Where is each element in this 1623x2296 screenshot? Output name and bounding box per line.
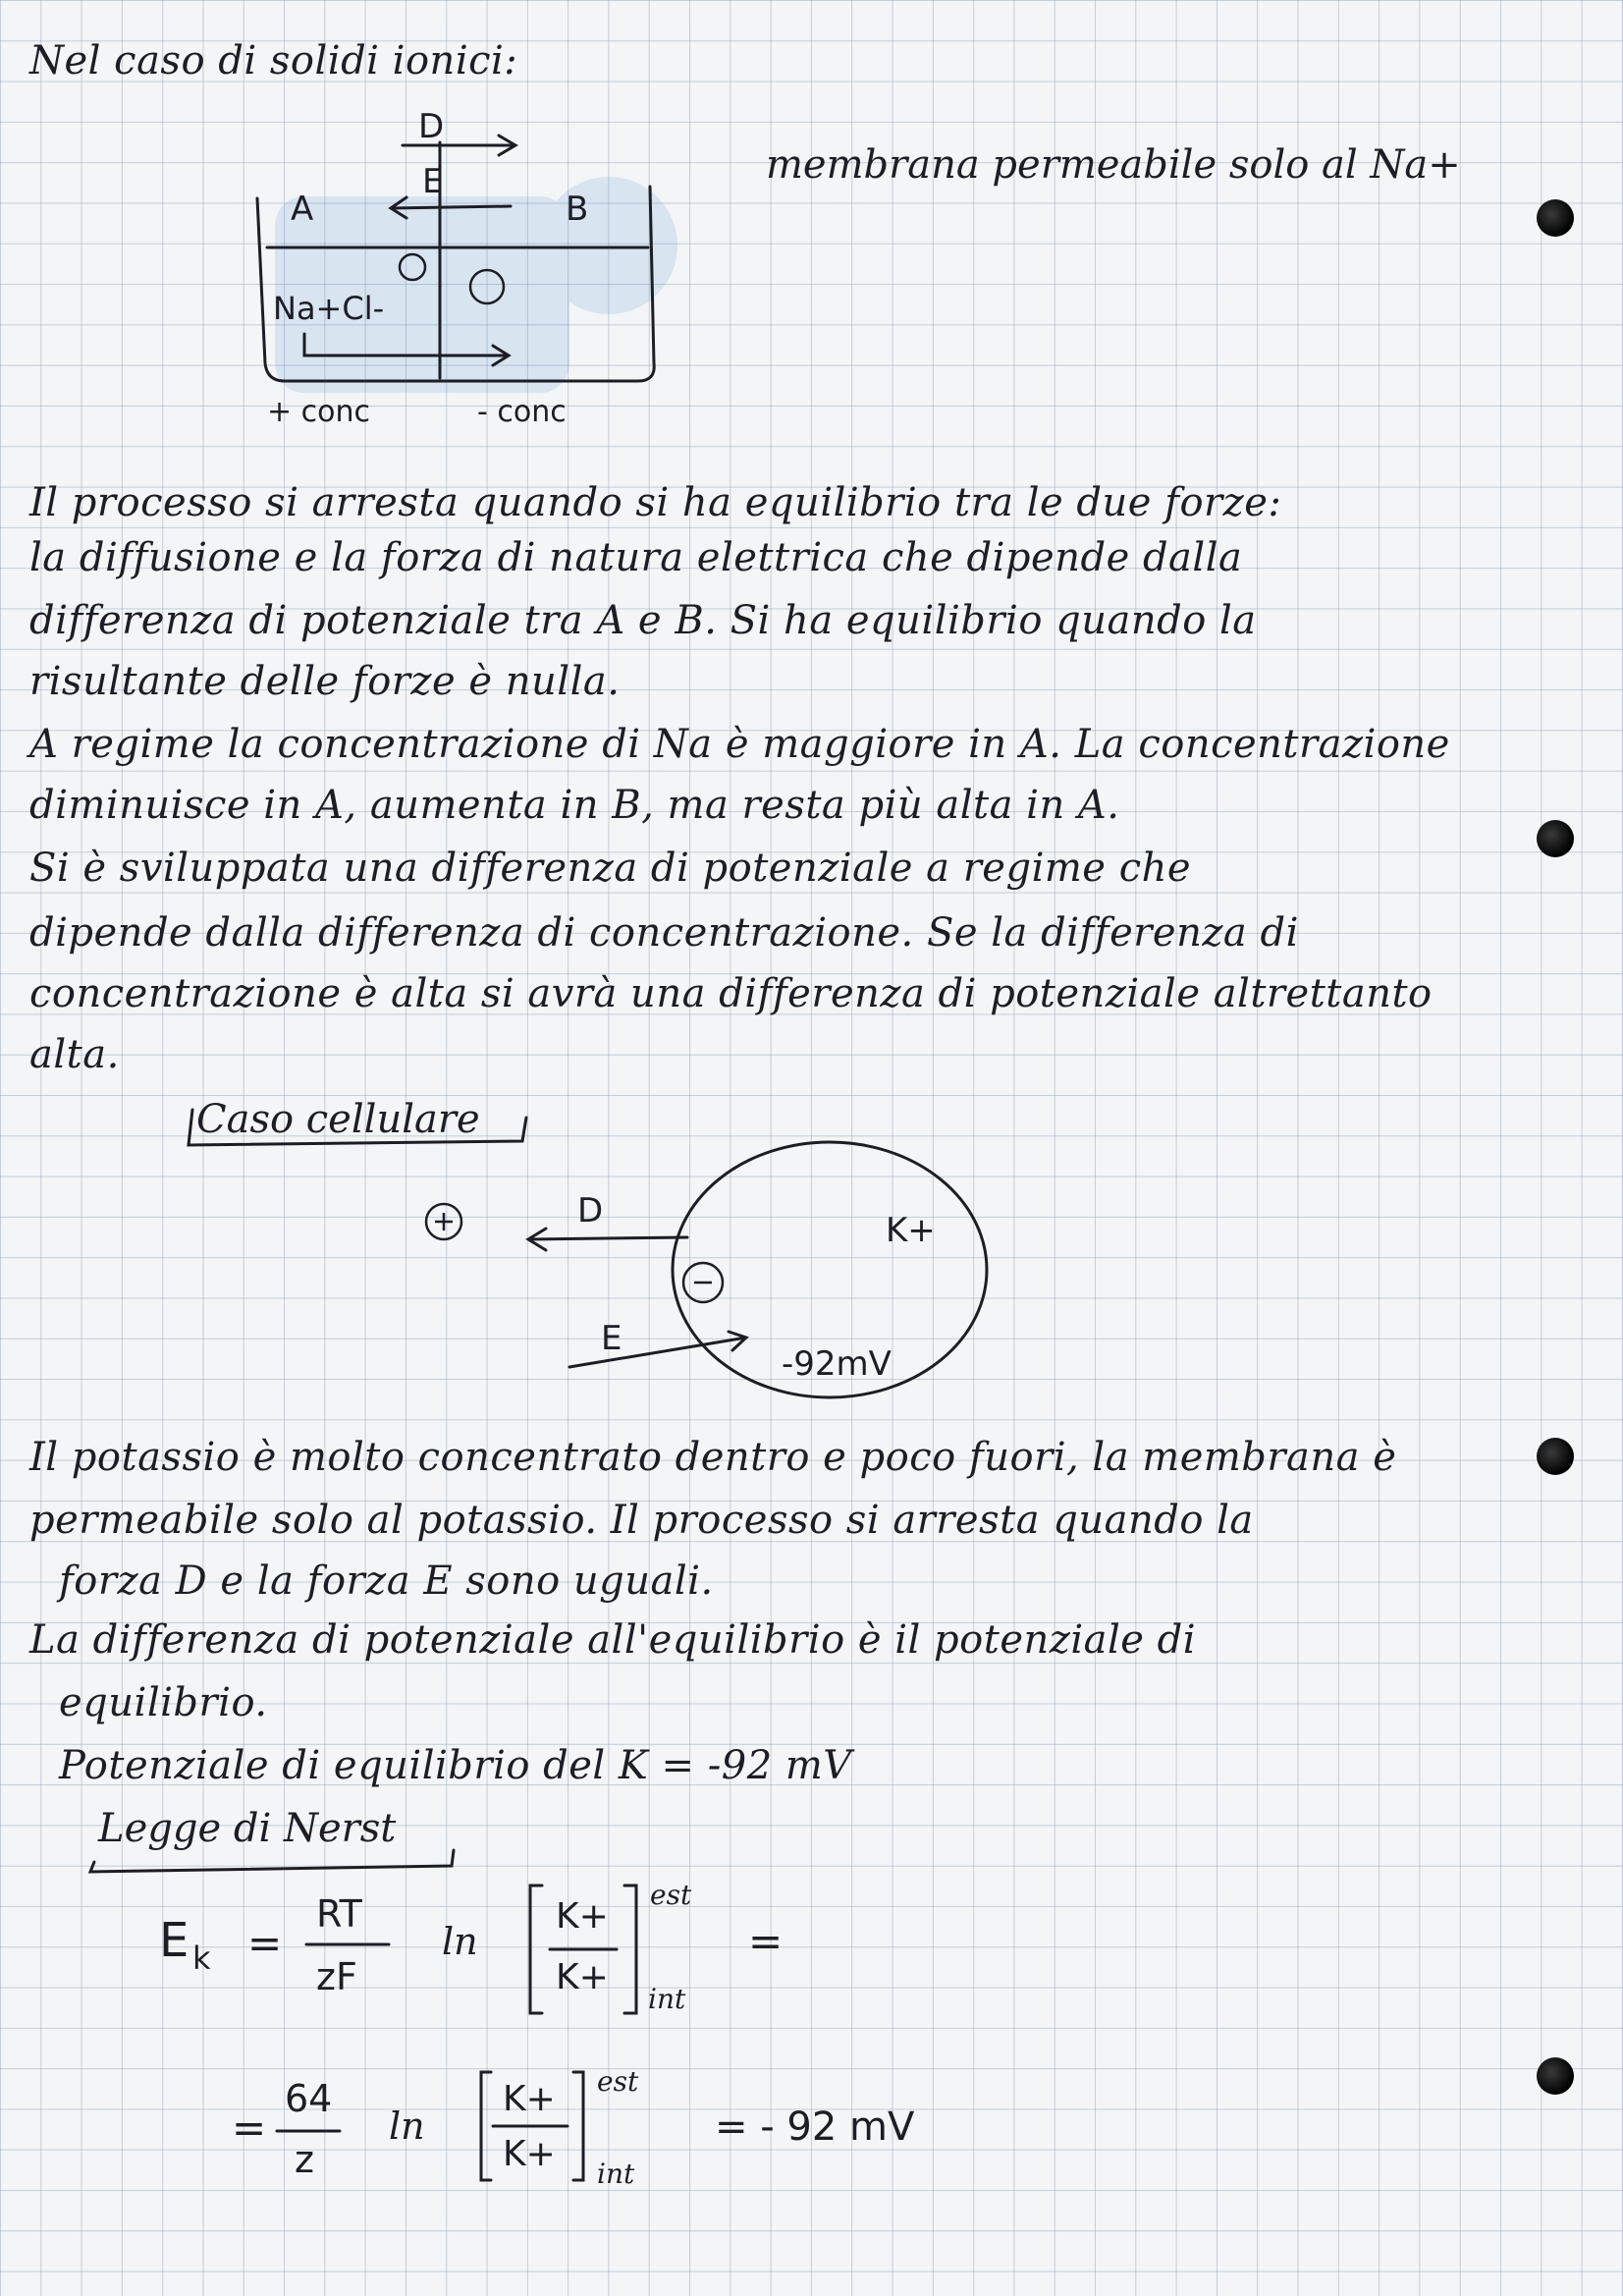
text-line: La differenza di potenziale all'equilibrio è il potenziale di xyxy=(29,1617,1197,1663)
compartment-a-label: A xyxy=(291,190,314,229)
arrow-d-label: D xyxy=(418,107,445,146)
cell-potential-label: -92mV xyxy=(782,1344,892,1384)
bracket-right-2 xyxy=(573,2072,583,2180)
bracket-left-2 xyxy=(481,2072,491,2180)
text-line: Il potassio è molto concentrato dentro e poco fuori, la membrana è xyxy=(29,1435,1397,1480)
nernst-eq-1: = xyxy=(247,1919,283,1967)
nernst-sub-1: int xyxy=(648,1983,686,2015)
nernst-bracket-den-1: K+ xyxy=(556,1957,609,1997)
nernst-den-2: z xyxy=(295,2138,314,2181)
text-line: equilibrio. xyxy=(59,1680,268,1725)
nernst-num-2: 64 xyxy=(285,2077,333,2120)
text-line: Si è sviluppata una differenza di potenziale a regime che xyxy=(29,846,1192,891)
text-line: Potenziale di equilibrio del K = -92 mV xyxy=(59,1743,852,1788)
text-line: la diffusione e la forza di natura elettrica che dipende dalla xyxy=(29,535,1243,580)
nernst-sup-2: est xyxy=(597,2065,639,2098)
text-line: A regime la concentrazione di Na è maggiore in A. La concentrazione xyxy=(29,722,1450,767)
page-heading: Nel caso di solidi ionici: xyxy=(29,38,518,83)
nernst-trail-1: = xyxy=(748,1917,784,1965)
nernst-lhs: E xyxy=(159,1913,189,1968)
text-line: alta. xyxy=(29,1032,120,1077)
nernst-ln-1: ln xyxy=(442,1920,478,1963)
nernst-sub-2: int xyxy=(597,2158,635,2190)
cell-ion-label: K+ xyxy=(886,1211,936,1250)
nernst-bracket-den-2: K+ xyxy=(503,2134,556,2174)
cell-arrow-e-label: E xyxy=(601,1319,622,1358)
nernst-result-2: = - 92 mV xyxy=(715,2105,915,2150)
nernst-eq-2: = xyxy=(232,2104,267,2152)
text-line: concentrazione è alta si avrà una differenza di potenziale altrettanto xyxy=(29,971,1433,1016)
nernst-num-1: RT xyxy=(316,1892,362,1936)
arrow-e-label: E xyxy=(422,162,444,201)
bracket-left-1 xyxy=(530,1886,542,2013)
cell-section-title: Caso cellulare xyxy=(196,1097,480,1142)
nernst-sup-1: est xyxy=(650,1879,692,1911)
nernst-title-underline xyxy=(90,1850,454,1872)
right-concentration: - conc xyxy=(477,395,567,429)
bracket-right-1 xyxy=(624,1886,636,2013)
left-concentration: + conc xyxy=(267,395,371,429)
cell-arrow-d-label: D xyxy=(577,1191,604,1230)
nernst-title: Legge di Nerst xyxy=(98,1806,397,1851)
text-line: risultante delle forze è nulla. xyxy=(29,659,621,704)
side-note: membrana permeabile solo al Na+ xyxy=(766,142,1461,188)
text-line: permeabile solo al potassio. Il processo si arresta quando la xyxy=(29,1498,1254,1543)
compartment-b-label: B xyxy=(566,190,589,229)
nernst-ln-2: ln xyxy=(389,2105,425,2148)
nernst-den-1: zF xyxy=(316,1955,357,1998)
nernst-bracket-num-2: K+ xyxy=(503,2079,556,2119)
text-line: diminuisce in A, aumenta in B, ma resta più alta in A. xyxy=(29,783,1120,828)
text-line: differenza di potenziale tra A e B. Si ha equilibrio quando la xyxy=(29,598,1257,643)
text-line: forza D e la forza E sono uguali. xyxy=(59,1558,714,1604)
text-line: dipende dalla differenza di concentrazione. Se la differenza di xyxy=(29,910,1299,956)
solute-label: Na+Cl- xyxy=(273,290,385,327)
text-line: Il processo si arresta quando si ha equilibrio tra le due forze: xyxy=(29,480,1282,525)
nernst-lhs-sub: k xyxy=(192,1940,211,1977)
nernst-bracket-num-1: K+ xyxy=(556,1896,609,1937)
